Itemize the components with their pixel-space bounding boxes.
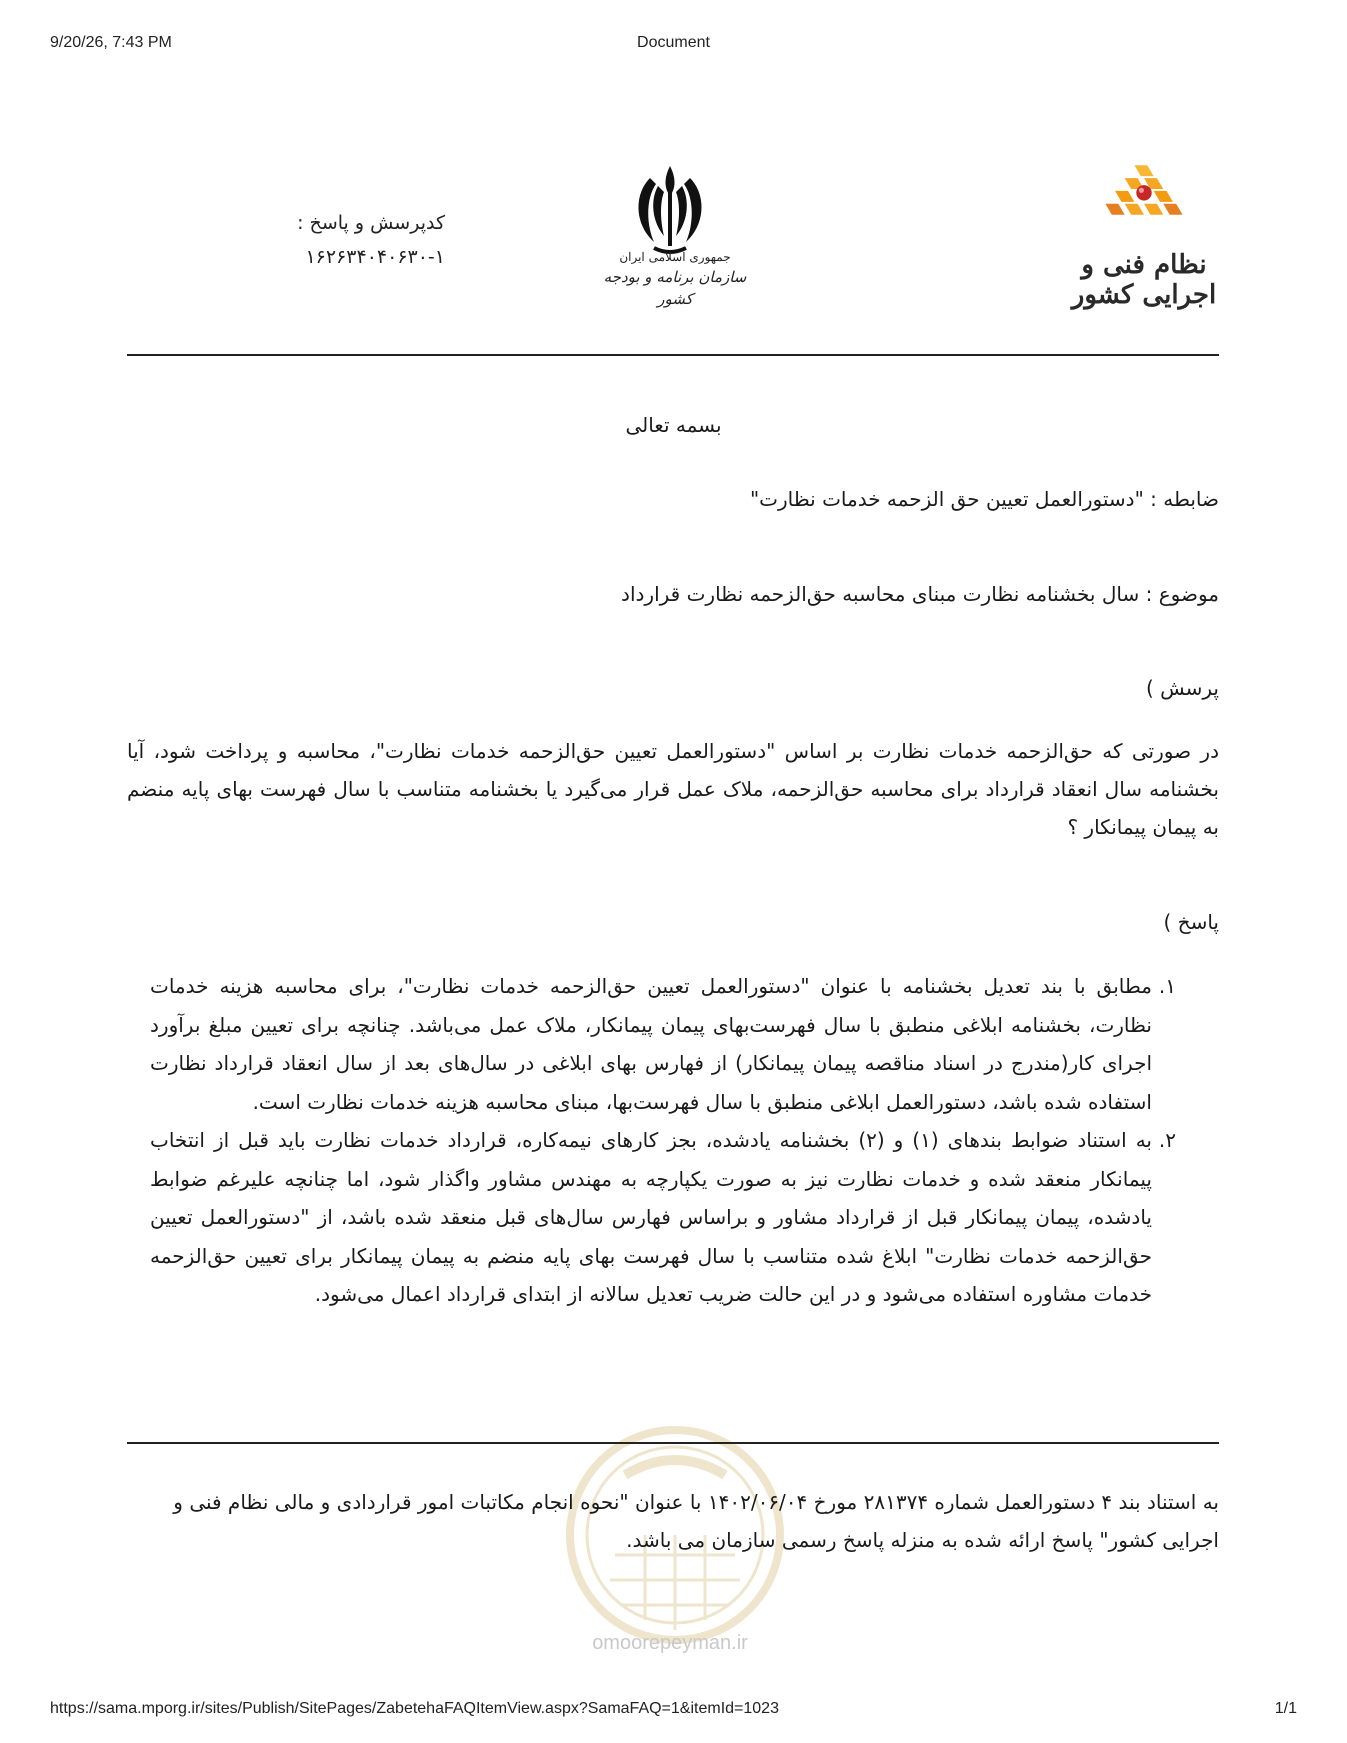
answer-heading xyxy=(127,903,1219,941)
org-name: نظام فنی و اجرایی کشور xyxy=(1071,250,1217,310)
emblem-caption xyxy=(600,248,750,310)
emblem-line1: جمهوری اسلامی ایران xyxy=(619,250,731,264)
emblem-line2: سازمان برنامه و بودجه کشور xyxy=(603,268,747,308)
answer-item-number: ۲. xyxy=(1158,1128,1176,1152)
answer-list xyxy=(150,967,1176,1314)
print-page-number: 1/1 xyxy=(1274,1700,1297,1717)
header-divider xyxy=(127,354,1219,356)
answer-item-number: ۱. xyxy=(1158,974,1176,998)
answer-item-text: به استناد ضوابط بندهای (۱) و (۲) بخشنامه یادشده، بجز کارهای نیمه‌کاره، قرارداد خدمات نظارت باید قبل از انتخاب پیمانکار منعقد شده و خدمات نظارت نیز به صورت یکپارچه به مهندس مشاور واگذار شود، اما چنانچه علیرغم ضوابط یادشده، پیمان پیمانکار قبل از قرارداد مشاور و براساس فهارس سال‌های قبل منعقد شده باشد، از "دستورالعمل تعیین حق‌الزحمه خدمات نظارت" ابلاغ شده متناسب با سال فهرست بهای پایه منضم به پیمان پیمانکار برای تعیین حق‌الزحمه خدمات مشاوره استفاده می‌شود و در این حالت ضریب تعدیل سالانه از ابتدای قرارداد اعمال می‌شود. xyxy=(150,1128,1152,1306)
footer-divider xyxy=(127,1442,1219,1444)
question-body xyxy=(127,732,1219,846)
question-text: در صورتی که حق‌الزحمه خدمات نظارت بر اساس "دستورالعمل تعیین حق‌الزحمه خدمات نظارت"، محاسبه و پرداخت شود، آیا بخشنامه سال انعقاد قرارداد برای محاسبه حق‌الزحمه، ملاک عمل قرار می‌گیرد یا بخشنامه متناسب با سال فهرست بهای پایه منضم به پیمان پیمانکار ؟ xyxy=(127,739,1219,839)
qa-code-value: ۱۶۲۶۳۴۰۴۰۶۳۰-۱ xyxy=(305,246,445,268)
subject-line xyxy=(127,575,1219,613)
question-heading-text: پرسش ) xyxy=(1145,676,1219,700)
print-url: https://sama.mporg.ir/sites/Publish/SitePages/ZabetehaFAQItemView.aspx?SamaFAQ=1&itemId=1023 xyxy=(50,1700,779,1717)
print-datetime: 9/20/26, 7:43 PM xyxy=(50,34,172,51)
closing-text: به استناد بند ۴ دستورالعمل شماره ۲۸۱۳۷۴ مورخ ۱۴۰۲/۰۶/۰۴ با عنوان "نحوه انجام مکاتبات امور قراردادی و مالی نظام فنی و اجرایی کشور" پاسخ ارائه شده به منزله پاسخ رسمی سازمان می باشد. xyxy=(173,1490,1219,1552)
closing-note xyxy=(127,1483,1219,1559)
iran-emblem-icon xyxy=(620,158,720,258)
nezam-fani-logo-icon xyxy=(1089,162,1199,252)
answer-item xyxy=(150,1121,1176,1314)
qa-code-block xyxy=(270,206,445,274)
question-heading xyxy=(127,669,1219,707)
watermark-url: omoorepeyman.ir xyxy=(592,1632,748,1654)
regulation-line xyxy=(127,480,1219,518)
bismillah: بسمه تعالی xyxy=(625,413,722,437)
answer-item xyxy=(150,967,1176,1121)
print-title: Document xyxy=(637,34,710,51)
subject-text: موضوع : سال بخشنامه نظارت مبنای محاسبه حق‌الزحمه نظارت قرارداد xyxy=(621,582,1219,606)
answer-item-text: مطابق با بند تعدیل بخشنامه با عنوان "دستورالعمل تعیین حق‌الزحمه خدمات نظارت"، برای محاسبه هزینه خدمات نظارت، بخشنامه ابلاغی منطبق با سال فهرست‌بهای پیمان پیمانکار، ملاک عمل می‌باشد. چنانچه برای تعیین مبلغ برآورد اجرای کار(مندرج در اسناد مناقصه پیمان پیمانکار) از فهارس بهای ابلاغی در سال‌های بعد از سال انعقاد قرارداد نظارت استفاده شده باشد، دستورالعمل ابلاغی منطبق با سال فهرست‌بها، مبنای محاسبه هزینه خدمات نظارت است. xyxy=(150,974,1152,1114)
regulation-text: ضابطه : "دستورالعمل تعیین حق الزحمه خدمات نظارت" xyxy=(749,487,1219,511)
qa-code-label: کدپرسش و پاسخ : xyxy=(297,212,445,234)
print-header xyxy=(0,34,1347,56)
answer-heading-text: پاسخ ) xyxy=(1163,910,1219,934)
print-footer xyxy=(0,1700,1347,1722)
